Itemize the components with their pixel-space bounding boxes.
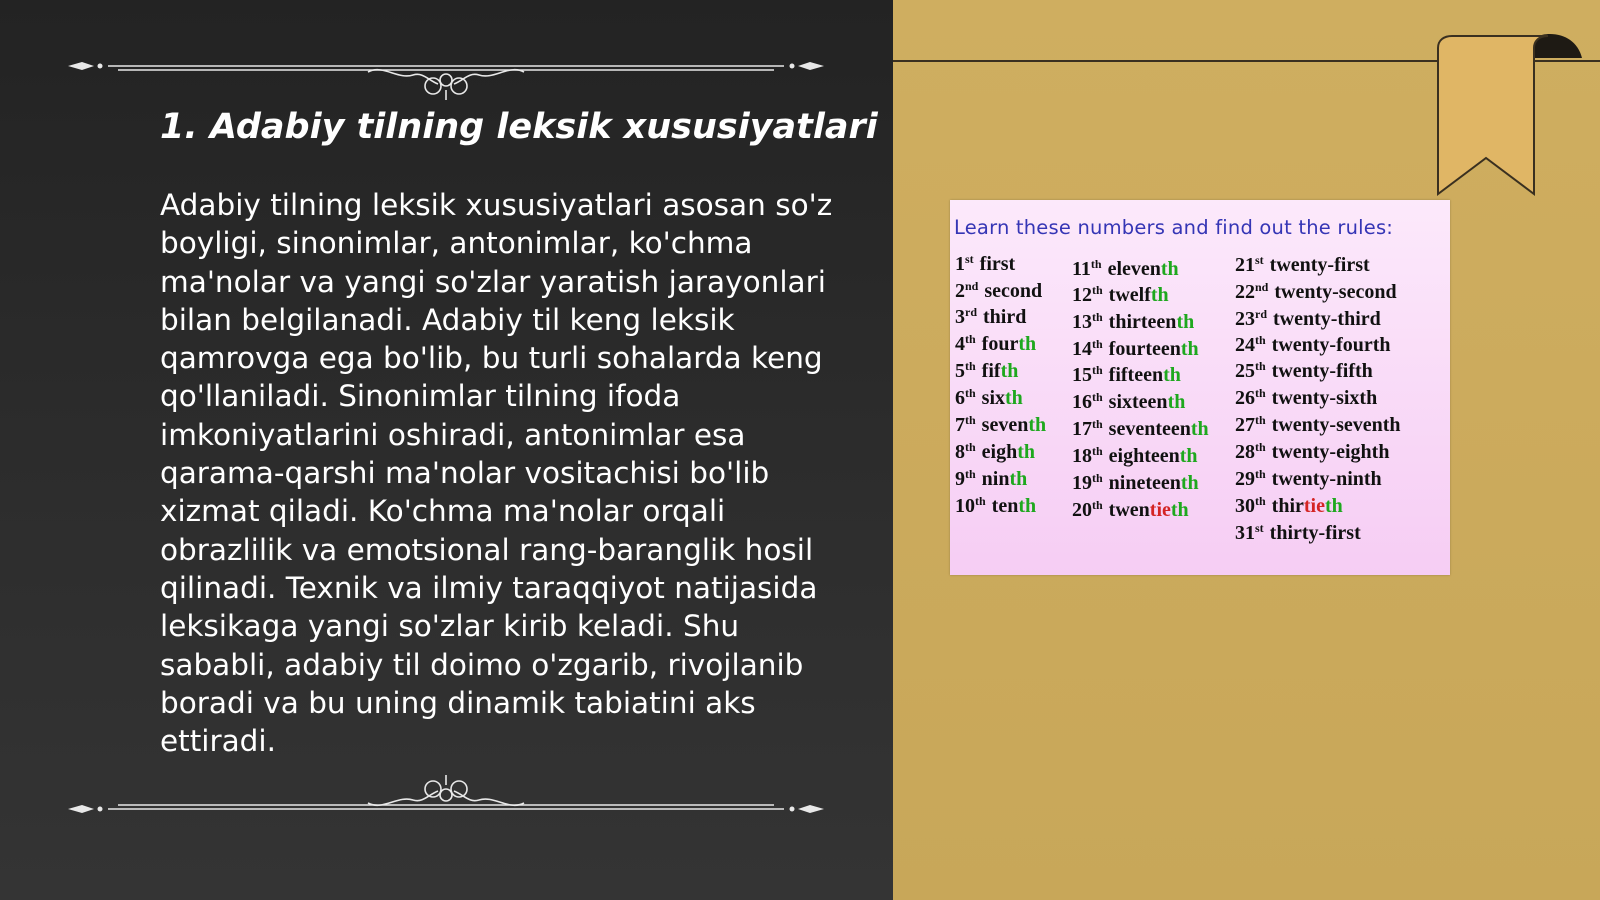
ordinal-word: twentieth <box>1108 499 1189 521</box>
ordinal-entry <box>1072 499 1189 522</box>
th-suffix-highlight: th <box>1009 468 1028 490</box>
ordinal-number: 11th <box>1072 257 1102 280</box>
ordinal-entry <box>1235 281 1397 304</box>
ordinal-suffix: th <box>1092 363 1103 377</box>
ordinal-suffix: st <box>1255 253 1264 267</box>
numbers-card <box>950 200 1450 575</box>
ordinal-entry <box>1235 254 1370 277</box>
th-suffix-highlight: th <box>1160 258 1179 280</box>
th-suffix-highlight: th <box>1180 338 1199 360</box>
ordinal-number: 25th <box>1235 359 1266 382</box>
ordinal-word: twenty-second <box>1274 281 1397 303</box>
ordinal-word: seventh <box>981 414 1047 436</box>
ordinal-number: 20th <box>1072 498 1103 521</box>
ordinal-entry <box>955 414 1046 437</box>
ordinal-number: 27th <box>1235 413 1266 436</box>
ordinal-word: twenty-third <box>1273 308 1381 330</box>
ordinal-suffix: th <box>1255 494 1266 508</box>
th-suffix-highlight: th <box>1167 391 1186 413</box>
ordinal-suffix: th <box>1255 467 1266 481</box>
ordinal-suffix: th <box>975 494 986 508</box>
ordinal-entry <box>955 468 1027 491</box>
ordinal-word: tenth <box>991 495 1037 517</box>
ordinal-entry <box>955 495 1036 518</box>
ordinal-word: twenty-first <box>1269 254 1370 276</box>
ordinal-entry <box>955 253 1015 276</box>
ordinal-suffix: th <box>1255 333 1266 347</box>
ordinal-number: 10th <box>955 494 986 517</box>
ordinal-word: sixteenth <box>1108 391 1186 413</box>
ordinal-word: eighth <box>981 441 1036 463</box>
ordinal-word: twenty-ninth <box>1271 468 1382 490</box>
ordinal-word: third <box>983 306 1027 328</box>
ordinal-suffix: th <box>1255 440 1266 454</box>
ordinal-suffix: th <box>1092 444 1103 458</box>
ordinal-suffix: th <box>1092 417 1103 431</box>
ordinal-suffix: th <box>1090 257 1102 271</box>
ordinal-number: 19th <box>1072 471 1103 494</box>
ordinal-number: 15th <box>1072 363 1103 386</box>
ordinal-word: thirtieth <box>1271 495 1343 517</box>
ordinal-entry <box>1235 414 1401 437</box>
th-suffix-highlight: th <box>1176 311 1195 333</box>
ordinal-entry <box>955 387 1023 410</box>
ordinal-word: twenty-fifth <box>1271 360 1373 382</box>
ordinal-entry <box>1072 364 1181 387</box>
ordinal-word: thirty-first <box>1269 522 1361 544</box>
ordinal-suffix: th <box>1255 359 1266 373</box>
ordinal-number: 17th <box>1072 417 1103 440</box>
th-suffix-highlight: th <box>1179 445 1198 467</box>
ordinal-number: 21st <box>1235 253 1264 276</box>
ordinal-suffix: rd <box>1255 307 1267 321</box>
ordinal-suffix: th <box>1255 386 1266 400</box>
ordinal-suffix: st <box>965 252 974 266</box>
ordinal-number: 12th <box>1072 283 1103 306</box>
ordinal-number: 1st <box>955 252 974 275</box>
ordinal-number: 30th <box>1235 494 1266 517</box>
ordinal-word: seventeenth <box>1108 418 1209 440</box>
th-suffix-highlight: th <box>1150 284 1169 306</box>
ordinal-entry <box>1072 284 1169 307</box>
th-suffix-highlight: th <box>1017 441 1036 463</box>
ordinal-word: thirteenth <box>1108 311 1195 333</box>
th-suffix-highlight: th <box>1170 499 1189 521</box>
ordinal-word: fifteenth <box>1108 364 1181 386</box>
ordinal-entry <box>955 333 1036 356</box>
ordinal-word: fifth <box>981 360 1019 382</box>
th-suffix-highlight: th <box>1018 333 1037 355</box>
ordinal-entry <box>955 280 1042 303</box>
ordinal-word: fourteenth <box>1108 338 1199 360</box>
ordinal-entry <box>1072 258 1179 281</box>
th-suffix-highlight: th <box>1190 418 1209 440</box>
ordinal-entry <box>955 360 1018 383</box>
ordinal-suffix: th <box>965 332 976 346</box>
ordinal-entry <box>1235 441 1389 464</box>
th-suffix-highlight: th <box>1028 414 1047 436</box>
ordinal-word: twenty-fourth <box>1271 334 1391 356</box>
ordinal-suffix: st <box>1255 521 1264 535</box>
ordinal-word: first <box>979 253 1016 275</box>
ordinal-suffix: th <box>1092 283 1103 297</box>
ordinal-number: 24th <box>1235 333 1266 356</box>
ordinal-number: 8th <box>955 440 976 463</box>
bottom-ornament-divider <box>68 775 824 825</box>
ordinal-suffix: nd <box>965 279 979 293</box>
ordinal-entry <box>1072 311 1194 334</box>
th-suffix-highlight: th <box>1000 360 1019 382</box>
body-paragraph: Adabiy tilning leksik xususiyatlari asosan so'z boyligi, sinonimlar, antonimlar, ko'chma ma'nolar va yangi so'zlar yaratish jarayonlari bilan belgilanadi. Adabiy til keng leksik qamrovga ega bo'lib, bu turli sohalarda keng qo'llaniladi. Sinonimlar tilning ifoda imkoniyatlarini oshiradi, antonimlar esa qarama-qarshi ma'nolar vositachisi bo'lib xizmat qiladi. Ko'chma ma'nolar orqali obrazlilik va emotsional rang-baranglik hosil qilinadi. Texnik va ilmiy taraqqiyot natijasida leksikaga yangi so'zlar kirib keladi. Shu sababli, adabiy til doimo o'zgarib, rivojlanib boradi va bu uning dinamik tabiatini aks ettiradi. <box>160 188 833 759</box>
ordinal-entry <box>955 306 1026 329</box>
ordinal-word: twenty-seventh <box>1271 414 1401 436</box>
ordinal-word: sixth <box>981 387 1023 409</box>
ordinal-word: twelfth <box>1108 284 1169 306</box>
ordinal-number: 4th <box>955 332 976 355</box>
ordinal-suffix: th <box>1092 390 1103 404</box>
ordinal-word: ninth <box>981 468 1028 490</box>
ordinal-suffix: th <box>1255 413 1266 427</box>
ordinal-number: 2nd <box>955 279 979 302</box>
ordinal-entry <box>1072 338 1199 361</box>
slide-title: 1. Adabiy tilning leksik xususiyatlari <box>160 107 878 147</box>
ordinal-suffix: th <box>965 440 976 454</box>
ordinal-entry <box>1235 468 1382 491</box>
ordinal-suffix: th <box>1092 471 1103 485</box>
th-suffix-highlight: th <box>1163 364 1181 386</box>
ordinal-number: 7th <box>955 413 976 436</box>
spelling-change-highlight: tie <box>1303 495 1325 517</box>
spelling-change-highlight: tie <box>1149 499 1171 521</box>
ordinal-number: 6th <box>955 386 976 409</box>
ordinal-number: 13th <box>1072 310 1103 333</box>
ordinal-word: twenty-sixth <box>1271 387 1378 409</box>
ordinal-word: nineteenth <box>1108 472 1199 494</box>
ordinal-entry <box>1072 472 1199 495</box>
ordinal-suffix: rd <box>965 305 977 319</box>
ordinal-number: 23rd <box>1235 307 1267 330</box>
ordinal-word: fourth <box>981 333 1037 355</box>
ordinal-number: 16th <box>1072 390 1103 413</box>
ordinal-suffix: th <box>1092 337 1103 351</box>
ordinal-number: 9th <box>955 467 976 490</box>
ordinal-suffix: th <box>965 467 976 481</box>
card-heading: Learn these numbers and find out the rules: <box>954 216 1394 239</box>
th-suffix-highlight: th <box>1180 472 1199 494</box>
ordinal-suffix: th <box>965 359 976 373</box>
th-suffix-highlight: th <box>1018 495 1037 517</box>
ordinal-word: eleventh <box>1107 258 1179 280</box>
ordinal-suffix: th <box>1092 310 1103 324</box>
ordinal-number: 18th <box>1072 444 1103 467</box>
ordinal-number: 31st <box>1235 521 1264 544</box>
ordinal-entry <box>1235 308 1381 331</box>
ordinal-number: 3rd <box>955 305 977 328</box>
bookmark-ribbon-icon <box>1430 34 1590 204</box>
ordinal-entry <box>1235 522 1361 545</box>
th-suffix-highlight: th <box>1005 387 1023 409</box>
ordinal-word: twenty-eighth <box>1271 441 1390 463</box>
top-ornament-divider <box>68 50 824 100</box>
ordinal-entry <box>1235 495 1343 518</box>
ordinal-word: eighteenth <box>1108 445 1198 467</box>
ordinal-entry <box>1235 387 1377 410</box>
ordinal-entry <box>1235 334 1391 357</box>
ordinal-entry <box>1072 418 1209 441</box>
ordinal-number: 28th <box>1235 440 1266 463</box>
ordinal-entry <box>1072 445 1198 468</box>
ordinal-entry <box>955 441 1035 464</box>
ordinal-number: 22nd <box>1235 280 1269 303</box>
ordinal-suffix: th <box>965 386 976 400</box>
ordinal-entry <box>1072 391 1185 414</box>
ordinal-word: second <box>984 280 1043 302</box>
ordinal-number: 5th <box>955 359 976 382</box>
ordinal-number: 26th <box>1235 386 1266 409</box>
ordinal-suffix: nd <box>1255 280 1269 294</box>
th-suffix-highlight: th <box>1324 495 1343 517</box>
ordinal-suffix: th <box>1092 498 1103 512</box>
ordinal-entry <box>1235 360 1373 383</box>
ordinal-suffix: th <box>965 413 976 427</box>
ordinal-number: 29th <box>1235 467 1266 490</box>
ordinal-number: 14th <box>1072 337 1103 360</box>
